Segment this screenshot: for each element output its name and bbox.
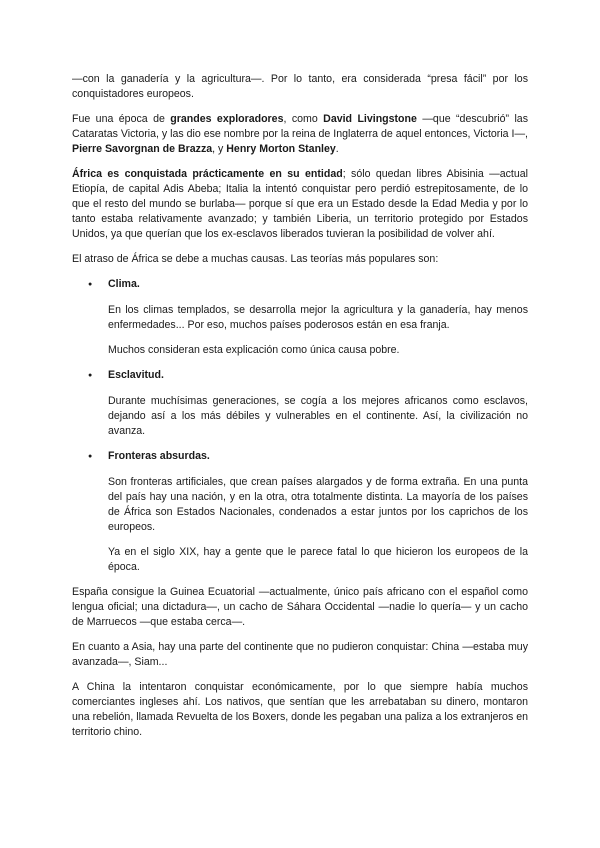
paragraph-explorers: [72, 112, 528, 157]
text: , como: [283, 113, 324, 125]
cause-paragraph: Son fronteras artificiales, que crean países alargados y de forma extraña. En una punta del país hay una nación, y en la otra, otra totalmente distinta. La mayoría de los países de África son Estados Nacionales, condenados a estar juntos por los caprichos de los europeos.: [108, 476, 528, 533]
bold-text: grandes exploradores: [170, 113, 284, 125]
text: —que “descubrió” las Cataratas Victoria, y las dio ese nombre por la reina de Inglaterra de aquel entonces, Victoria I—,: [72, 113, 528, 140]
text: , y: [212, 143, 227, 155]
paragraph-china: A China la intentaron conquistar económicamente, por lo que siempre había muchos comerciantes ingleses ahí. Los nativos, que sentían que les arrebataban su dinero, montaron una rebelión, llamada Revuelta de los Boxers, donde les pegaban una paliza a los extranjeros en territorio chino.: [72, 681, 528, 738]
bold-text: África es conquistada prácticamente en su entidad: [72, 168, 343, 180]
bold-name: David Livingstone: [323, 113, 417, 125]
cause-paragraph: En los climas templados, se desarrolla mejor la agricultura y la ganadería, hay menos enfermedades... Por eso, muchos países poderosos están en esa franja.: [108, 304, 528, 331]
list-item-esclavitud: ● Esclavitud.: [108, 368, 528, 383]
bold-name: Pierre Savorgnan de Brazza: [72, 143, 213, 155]
text: .: [335, 143, 339, 155]
list-item-fronteras: ● Fronteras absurdas.: [108, 449, 528, 464]
paragraph-conquest: [72, 167, 528, 242]
bold-name: Henry Morton Stanley: [226, 143, 336, 155]
cause-paragraph: Ya en el siglo XIX, hay a gente que le parece fatal lo que hicieron los europeos de la época.: [108, 546, 528, 573]
document-page: [72, 72, 528, 750]
paragraph-intro: —con la ganadería y la agricultura—. Por lo tanto, era considerada “presa fácil” por los conquistadores europeos.: [72, 73, 528, 100]
cause-paragraph: Durante muchísimas generaciones, se cogía a los mejores africanos como esclavos, dejando así a los más débiles y vulnerables en el continente. Así, la civilización no avanza.: [108, 395, 528, 437]
text: Fue una época de: [72, 113, 171, 125]
paragraph-causes-intro: El atraso de África se debe a muchas causas. Las teorías más populares son:: [72, 253, 439, 265]
list-item-clima: ● Clima.: [108, 277, 528, 292]
paragraph-spain: España consigue la Guinea Ecuatorial —actualmente, único país africano con el español como lengua oficial; una dictadura—, un cacho de Sáhara Occidental —nadie lo quería— y un cacho de Marruecos —que estaba cerca—.: [72, 586, 528, 628]
cause-paragraph: Muchos consideran esta explicación como única causa pobre.: [108, 344, 400, 356]
paragraph-asia: En cuanto a Asia, hay una parte del continente que no pudieron conquistar: China —estaba muy avanzada—, Siam...: [72, 641, 528, 668]
text: ; sólo quedan libres Abisinia —actual Etiopía, de capital Adis Abeba; Italia la intentó conquistar pero perdió estrepitosamente, de lo que el resto del mundo se burlaba— porque sí que era un Estado desde la Edad Media y por lo tanto estaba relativamente avanzado; y también Liberia, un territorio protegido por Estados Unidos, ya que querían que los ex-esclavos liberados tuvieran la posibilidad de volver ahí.: [72, 168, 529, 240]
